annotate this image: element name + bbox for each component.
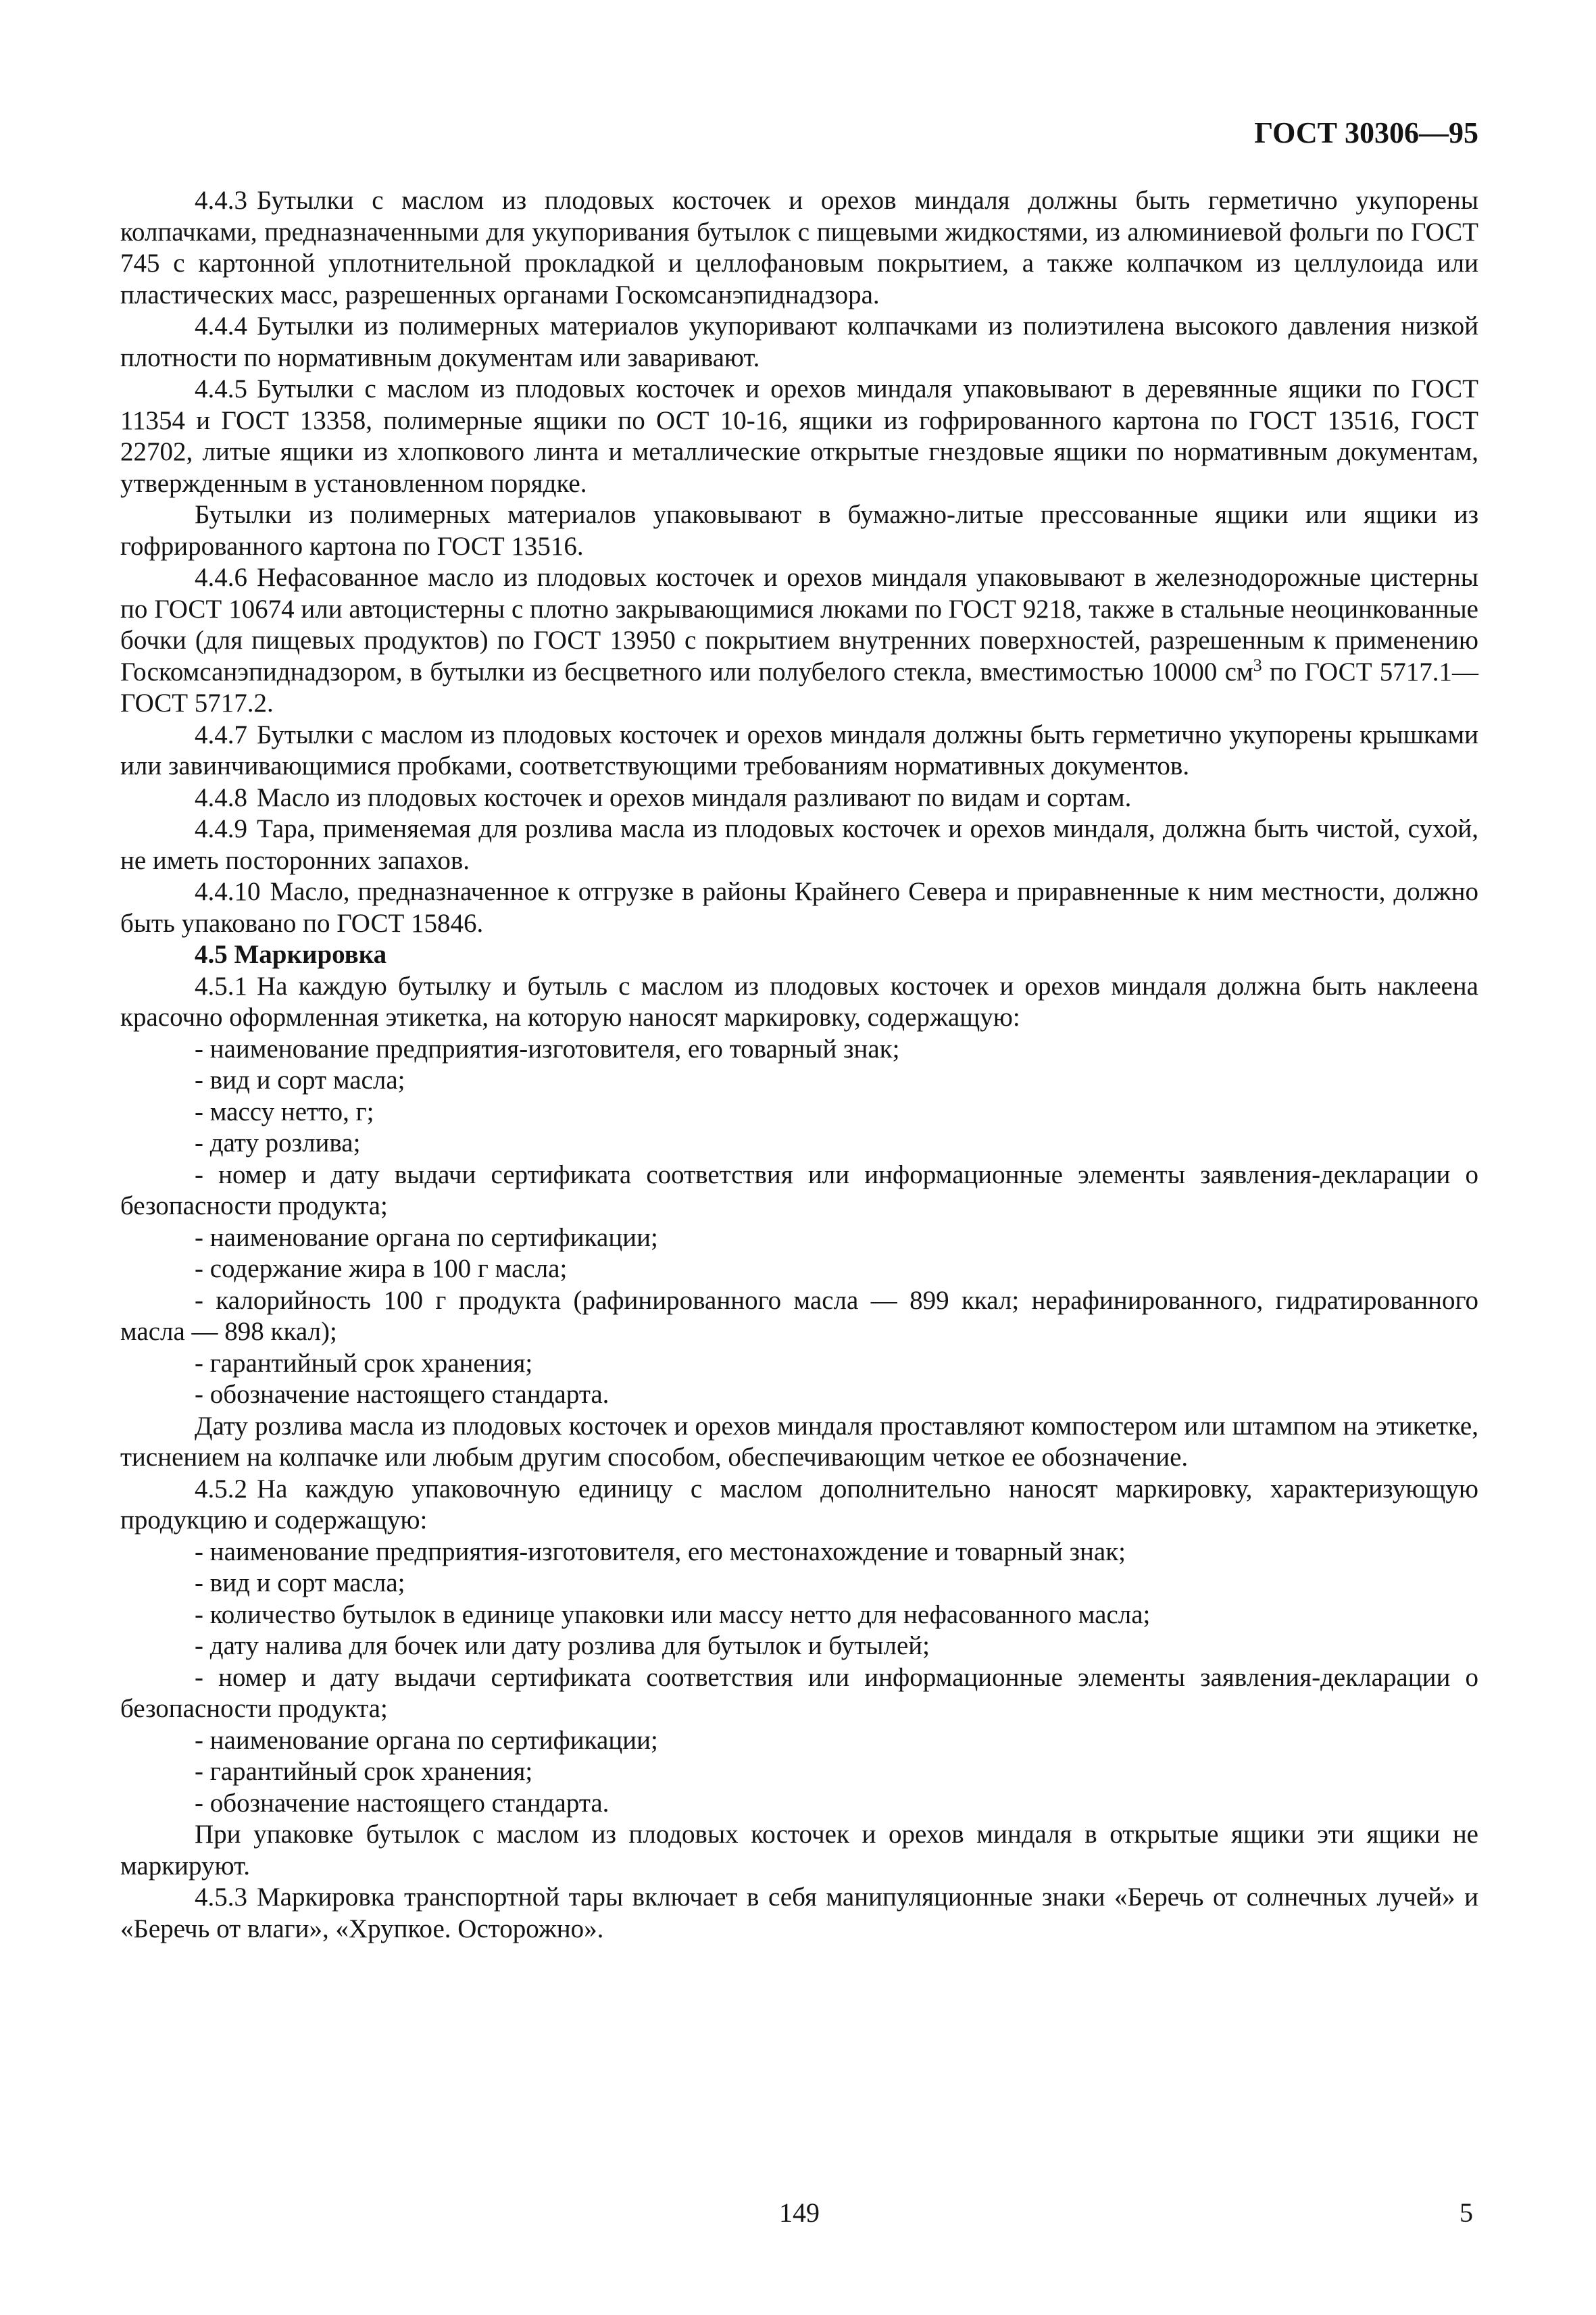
clause-text-end: по ГОСТ 5717.1—ГОСТ 5717.2. [120, 657, 1478, 718]
clause-number: 4.5.2 [195, 1474, 247, 1503]
clause-text: На каждую упаковочную единицу с маслом дополнительно наносят маркировку, характеризующую продукцию и содержащую: [120, 1474, 1478, 1535]
list-item: - наименование предприятия-изготовителя, его местонахождение и товарный знак; [195, 1537, 1126, 1566]
paragraph-4-5-3 [120, 1882, 1478, 1945]
clause-number: 4.4.5 [195, 374, 247, 403]
clause-text: Бутылки с маслом из плодовых косточек и орехов миндаля упаковывают в деревянные ящики по ГОСТ 11354 и ГОСТ 13358, полимерные ящики по ОСТ 10-16, ящики из гофрированного картона по ГОСТ 13516, ГОСТ 22702, литые ящики из хлопкового линта и металлические открытые гнездовые ящики по нормативным документам, утвержденным в установленном порядке. [120, 374, 1478, 498]
clause-text: Бутылки из полимерных материалов укупоривают колпачками из полиэтилена высокого давления низкой плотности по нормативным документам или заваривают. [120, 312, 1478, 372]
clause-number: 4.4.3 [195, 186, 247, 215]
list-item: - вид и сорт масла; [195, 1066, 405, 1095]
paragraph-4-4-3 [120, 185, 1478, 311]
paragraph-4-5-2 [120, 1474, 1478, 1537]
clause-text: Маркировка транспортной тары включает в себя манипуляционные знаки «Беречь от солнечных лучей» и «Беречь от влаги», «Хрупкое. Осторожно». [120, 1883, 1478, 1943]
paragraph-4-4-8 [120, 782, 1478, 814]
clause-number: 4.4.10 [195, 877, 261, 906]
clause-number: 4.4.4 [195, 312, 247, 341]
section-heading-marking: 4.5 Маркировка [195, 940, 387, 969]
paragraph-4-5-1-cont: Дату розлива масла из плодовых косточек и орехов миндаля проставляют компостером или штампом на этикетке, тиснением на колпачке или любым другим способом, обеспечивающим четкое ее обозначение. [120, 1411, 1478, 1472]
list-item: - обозначение настоящего стандарта. [195, 1788, 609, 1818]
list-item: - обозначение настоящего стандарта. [195, 1380, 609, 1409]
list-item: - содержание жира в 100 г масла; [195, 1254, 568, 1283]
paragraph-4-4-9 [120, 814, 1478, 876]
list-item: - количество бутылок в единице упаковки или массу нетто для нефасованного масла; [195, 1599, 1151, 1629]
list-item: - номер и дату выдачи сертификата соответствия или информационные элементы заявления-декларации о безопасности продукта; [120, 1662, 1478, 1723]
list-item: - наименование органа по сертификации; [195, 1725, 658, 1755]
list-item: - наименование органа по сертификации; [195, 1222, 658, 1252]
list-item: - дату налива для бочек или дату розлива для бутылок и бутылей; [195, 1631, 930, 1660]
paragraph-4-4-7 [120, 720, 1478, 782]
clause-text: На каждую бутылку и бутыль с маслом из плодовых косточек и орехов миндаля должна быть наклеена красочно оформленная этикетка, на которую наносят маркировку, содержащую: [120, 971, 1478, 1032]
superscript: 3 [1253, 655, 1262, 675]
list-item: - дату розлива; [195, 1128, 361, 1158]
list-item: - калорийность 100 г продукта (рафинированного масла — 899 ккал; нерафинированного, гидратированного масла — 898 ккал); [120, 1285, 1478, 1346]
clause-text: Масло из плодовых косточек и орехов миндаля разливают по видам и сортам. [257, 782, 1132, 812]
clause-number: 4.4.7 [195, 720, 247, 749]
paragraph-4-5-1 [120, 971, 1478, 1034]
clause-text: Тара, применяемая для розлива масла из плодовых косточек и орехов миндаля, должна быть чистой, сухой, не иметь посторонних запахов. [120, 814, 1478, 875]
page-number-right: 5 [1460, 2197, 1473, 2228]
list-item: - гарантийный срок хранения; [195, 1348, 533, 1378]
clause-number: 4.4.6 [195, 563, 247, 592]
list-item: - массу нетто, г; [195, 1097, 374, 1126]
standard-header: ГОСТ 30306—95 [1254, 116, 1478, 149]
clause-text: Нефасованное масло из плодовых косточек и орехов миндаля упаковывают в железнодорожные цистерны по ГОСТ 10674 или автоцистерны с плотно закрывающимися люками по ГОСТ 9218, также в стальные неоцинкованные бочки (для пищевых продуктов) по ГОСТ 13950 с покрытием внутренних поверхностей, разрешенным к применению Госкомсанэпиднадзором, в бутылки из бесцветного или полубелого стекла, вместимостью 10000 см [120, 563, 1478, 687]
clause-text: Масло, предназначенное к отгрузке в районы Крайнего Севера и приравненные к ним местности, должно быть упаковано по ГОСТ 15846. [120, 877, 1478, 938]
paragraph-4-4-6 [120, 562, 1478, 720]
document-page [120, 116, 1478, 2251]
page-number-center: 149 [779, 2197, 820, 2228]
page-footer [120, 2197, 1478, 2231]
clause-number: 4.4.8 [195, 782, 247, 812]
clause-text: Бутылки с маслом из плодовых косточек и орехов миндаля должны быть герметично укупорены крышками или завинчивающимися пробками, соответствующими требованиям нормативных документов. [120, 720, 1478, 780]
list-item: - вид и сорт масла; [195, 1568, 405, 1597]
clause-number: 4.5.3 [195, 1883, 247, 1912]
list-item: - гарантийный срок хранения; [195, 1757, 533, 1786]
list-item: - номер и дату выдачи сертификата соответствия или информационные элементы заявления-декларации о безопасности продукта; [120, 1160, 1478, 1220]
paragraph-4-4-10 [120, 876, 1478, 939]
paragraph-4-5-2-cont: При упаковке бутылок с маслом из плодовых косточек и орехов миндаля в открытые ящики эти ящики не маркируют. [120, 1820, 1478, 1881]
paragraph-4-4-4 [120, 311, 1478, 374]
list-item: - наименование предприятия-изготовителя, его товарный знак; [195, 1034, 900, 1064]
clause-number: 4.5.1 [195, 971, 247, 1001]
clause-text: Бутылки с маслом из плодовых косточек и орехов миндаля должны быть герметично укупорены колпачками, предназначенными для укупоривания бутылок с пищевыми жидкостями, из алюминиевой фольги по ГОСТ 745 с картонной уплотнительной прокладкой и целлофановым покрытием, а также колпачком из целлулоида или пластических масс, разрешенных органами Госкомсанэпиднадзора. [120, 186, 1478, 309]
paragraph-4-4-5 [120, 374, 1478, 499]
paragraph-4-4-5-cont: Бутылки из полимерных материалов упаковывают в бумажно-литые прессованные ящики или ящики из гофрированного картона по ГОСТ 13516. [120, 500, 1478, 561]
clause-number: 4.4.9 [195, 814, 247, 843]
